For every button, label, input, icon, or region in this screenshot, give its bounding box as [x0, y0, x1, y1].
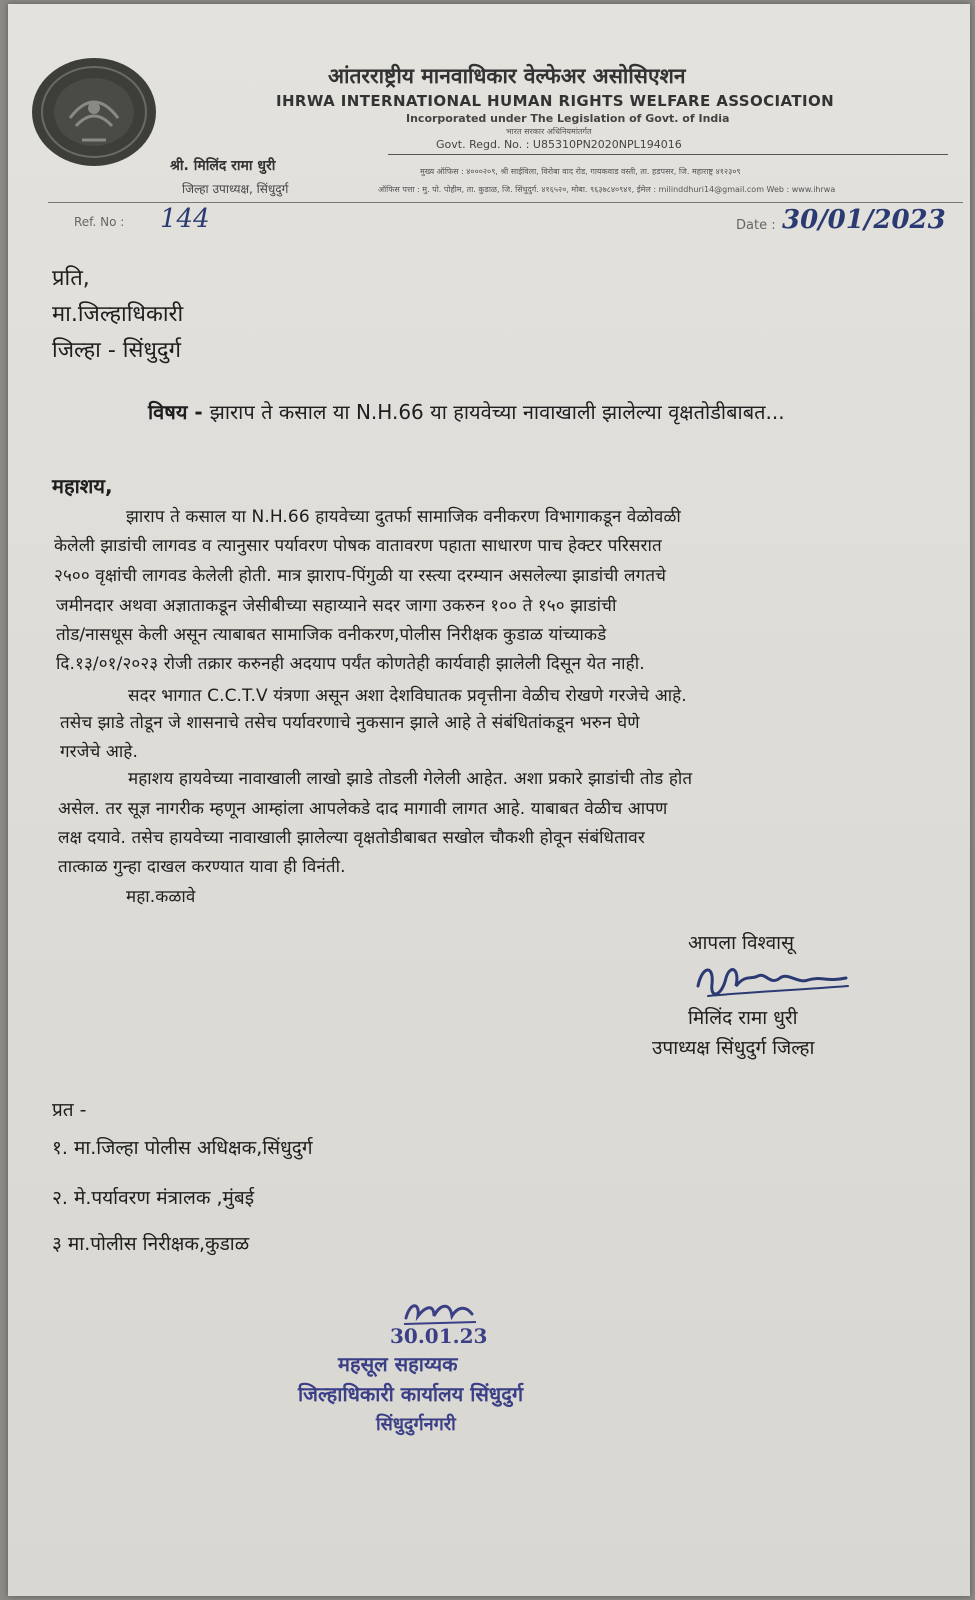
body-line: झाराप ते कसाल या N.H.66 हायवेच्या दुतर्फा सामाजिक वनीकरण विभागाकडून वेळोवळी: [126, 507, 681, 527]
addressee-line-2: मा.जिल्हाधिकारी: [52, 302, 184, 327]
handwritten-signature-icon: [688, 956, 858, 1010]
body-line: लक्ष दयावे. तसेच हायवेच्या नावाखाली झालेल्या वृक्षतोडीबाबत सखोल चौकशी होवून संबंधितावर: [58, 828, 645, 848]
registration-number: Govt. Regd. No. : U85310PN2020NPL194016: [436, 138, 682, 151]
body-line: केलेली झाडांची लागवड व त्यानुसार पर्यावरण पोषक वातावरण पहाता साधारण पाच हेक्टर परिसरात: [54, 536, 662, 556]
body-line: असेल. तर सूज्ञ नागरीक म्हणून आम्हांला आपलेकडे दाद मागावी लागत आहे. याबाबत वेळीच आपण: [58, 799, 668, 819]
copy-recipient: १. मा.जिल्हा पोलीस अधिक्षक,सिंधुदुर्ग: [52, 1137, 313, 1159]
addressee-line-1: प्रति,: [52, 266, 90, 291]
copy-recipient: २. मे.पर्यावरण मंत्रालक ,मुंबई: [52, 1187, 255, 1209]
subject-text: झाराप ते कसाल या N.H.66 या हायवेच्या नावाखाली झालेल्या वृक्षतोडीबाबत...: [209, 400, 785, 424]
incorporation-marathi: भारत सरकार अधिनियमांतर्गत: [506, 127, 592, 136]
letterhead-bottom-rule: [48, 202, 963, 203]
copy-recipient: ३ मा.पोलीस निरीक्षक,कुडाळ: [52, 1233, 250, 1255]
salutation: महाशय,: [52, 474, 113, 498]
stamp-line-3: सिंधुदुर्गनगरी: [376, 1414, 456, 1435]
body-line: जमीनदार अथवा अज्ञाताकडून जेसीबीच्या सहाय्याने सदर जागा उकरुन १०० ते १५० झाडांची: [56, 596, 617, 616]
stamp-date: 30.01.23: [390, 1324, 488, 1348]
person-designation: जिल्हा उपाध्यक्ष, सिंधुदुर्ग: [182, 182, 289, 196]
org-name-english: IHRWA INTERNATIONAL HUMAN RIGHTS WELFARE ASSOCIATION: [276, 92, 835, 110]
person-name: श्री. मिलिंद रामा धुरी: [170, 158, 276, 174]
body-line: २५०० वृक्षांची लागवड केलेली होती. मात्र झाराप-पिंगुळी या रस्त्या दरम्यान असलेल्या झाडांची लगतचे: [54, 566, 667, 586]
address-office: ऑफिस पत्ता : मु. पो. पोहीम, ता. कुडाळ, जि. सिंधुदुर्ग. ४१६५२०, मोबा. ९६३७८४०९४१, ईमेल : milinddhuri14@gmail.com Web : www.ihrwa: [378, 185, 836, 194]
copies-heading: प्रत -: [52, 1099, 87, 1121]
date-value: 30/01/2023: [782, 205, 946, 235]
stamp-line-2: जिल्हाधिकारी कार्यालय सिंधुदुर्ग: [298, 1382, 524, 1406]
address-main: मुख्य ऑफिस : ४०००२०९, श्री साईविला, विरोबा वाद रोड, गायकवाड वस्ती, ता. हडपसर, जि. महाराष्ट्र ४१२३०९: [420, 167, 741, 176]
body-line: तोड/नासधूस केली असून त्याबाबत सामाजिक वनीकरण,पोलीस निरीक्षक कुडाळ यांच्याकडे: [56, 625, 607, 645]
closing-text: आपला विश्वासू: [688, 932, 794, 954]
subject-label: विषय -: [148, 400, 203, 424]
org-name-marathi: आंतरराष्ट्रीय मानवाधिकार वेल्फेअर असोसिएशन: [328, 64, 686, 88]
body-line: दि.१३/०१/२०२३ रोजी तक्रार करुनही अदयाप पर्यंत कोणतेही कार्यवाही झालेली दिसून येत नाही.: [56, 654, 645, 674]
date-label: Date :: [736, 218, 776, 233]
body-line: महाशय हायवेच्या नावाखाली लाखो झाडे तोडली गेलेली आहेत. अशा प्रकारे झाडांची तोड होत: [128, 769, 693, 789]
body-line: महा.कळावे: [126, 887, 196, 907]
stamp-line-1: महसूल सहाय्यक: [338, 1352, 458, 1376]
addressee-line-3: जिल्हा - सिंधुदुर्ग: [52, 338, 181, 363]
letter-sheet: [8, 4, 970, 1596]
body-line: सदर भागात C.C.T.V यंत्रणा असून अशा देशविघातक प्रवृत्तीना वेळीच रोखणे गरजेचे आहे.: [128, 686, 687, 706]
signatory-name: मिलिंद रामा धुरी: [688, 1007, 798, 1029]
incorporation-line: Incorporated under The Legislation of Govt. of India: [406, 112, 730, 125]
subject-line: [148, 398, 785, 425]
signatory-role: उपाध्यक्ष सिंधुदुर्ग जिल्हा: [652, 1037, 815, 1059]
body-line: तात्काळ गुन्हा दाखल करण्यात यावा ही विनंती.: [58, 857, 346, 877]
body-line: गरजेचे आहे.: [60, 742, 138, 762]
ref-label: Ref. No :: [74, 215, 125, 229]
association-logo-icon: [30, 56, 158, 168]
header-divider: [388, 154, 948, 155]
body-line: तसेच झाडे तोडून जे शासनाचे तसेच पर्यावरणाचे नुकसान झाले आहे ते संबंधितांकडून भरुन घेणे: [60, 713, 640, 733]
ref-number: 144: [160, 204, 210, 234]
